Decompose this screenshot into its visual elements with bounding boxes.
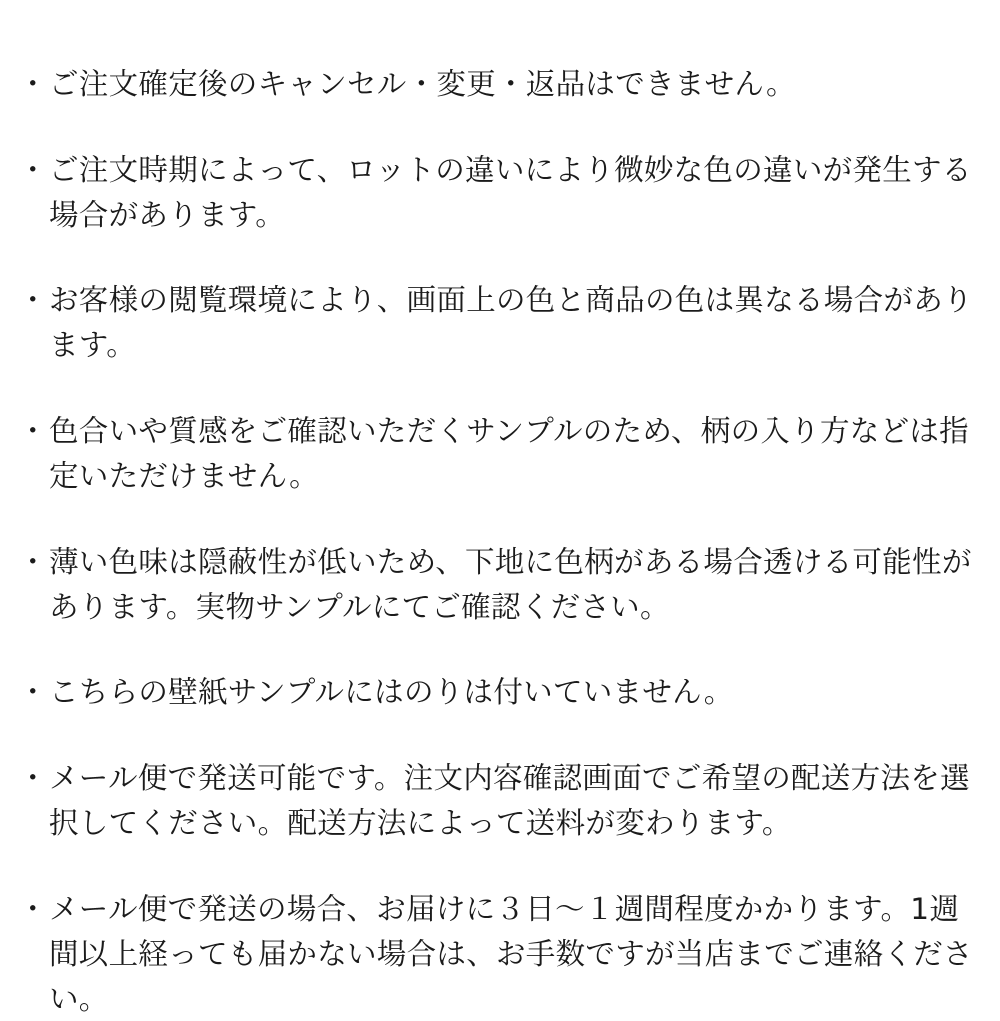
list-item <box>18 887 976 1021</box>
bullet-icon: ・ <box>18 67 48 101</box>
bullet-icon: ・ <box>18 891 48 926</box>
bullet-icon: ・ <box>18 414 48 449</box>
bullet-icon: ・ <box>18 152 48 187</box>
notice-text: お客様の閲覧環境により、画面上の色と商品の色は異なる場合があります。 <box>49 283 973 363</box>
notice-text: メール便で発送の場合、お届けに３日〜１週間程度かかります。1週間以上経っても届かない場合は、お手数ですが当店までご連絡ください。 <box>49 891 973 1016</box>
list-item <box>18 540 976 630</box>
notice-text: 色合いや質感をご確認いただくサンプルのため、柄の入り方などは指定いただけません。 <box>49 414 969 493</box>
list-item <box>18 148 976 238</box>
list-item <box>18 756 976 846</box>
bullet-icon: ・ <box>18 761 48 796</box>
notice-text: ご注文確定後のキャンセル・変更・返品はできません。 <box>49 67 796 101</box>
list-item <box>18 409 976 499</box>
notice-text: こちらの壁紙サンプルにはのりは付いていません。 <box>49 675 734 710</box>
bullet-icon: ・ <box>18 283 48 318</box>
bullet-icon: ・ <box>18 675 48 710</box>
notice-text: 薄い色味は隠蔽性が低いため、下地に色柄がある場合透ける可能性があります。実物サンプルにてご確認ください。 <box>49 544 972 624</box>
notice-text: メール便で発送可能です。注文内容確認画面でご希望の配送方法を選択してください。配送方法によって送料が変わります。 <box>49 761 970 841</box>
list-item <box>18 670 976 715</box>
bullet-icon: ・ <box>18 544 48 579</box>
notice-text: ご注文時期によって、ロットの違いにより微妙な色の違いが発生する場合があります。 <box>49 152 972 232</box>
notice-list <box>18 62 976 1021</box>
list-item <box>18 278 976 368</box>
list-item <box>18 62 976 107</box>
